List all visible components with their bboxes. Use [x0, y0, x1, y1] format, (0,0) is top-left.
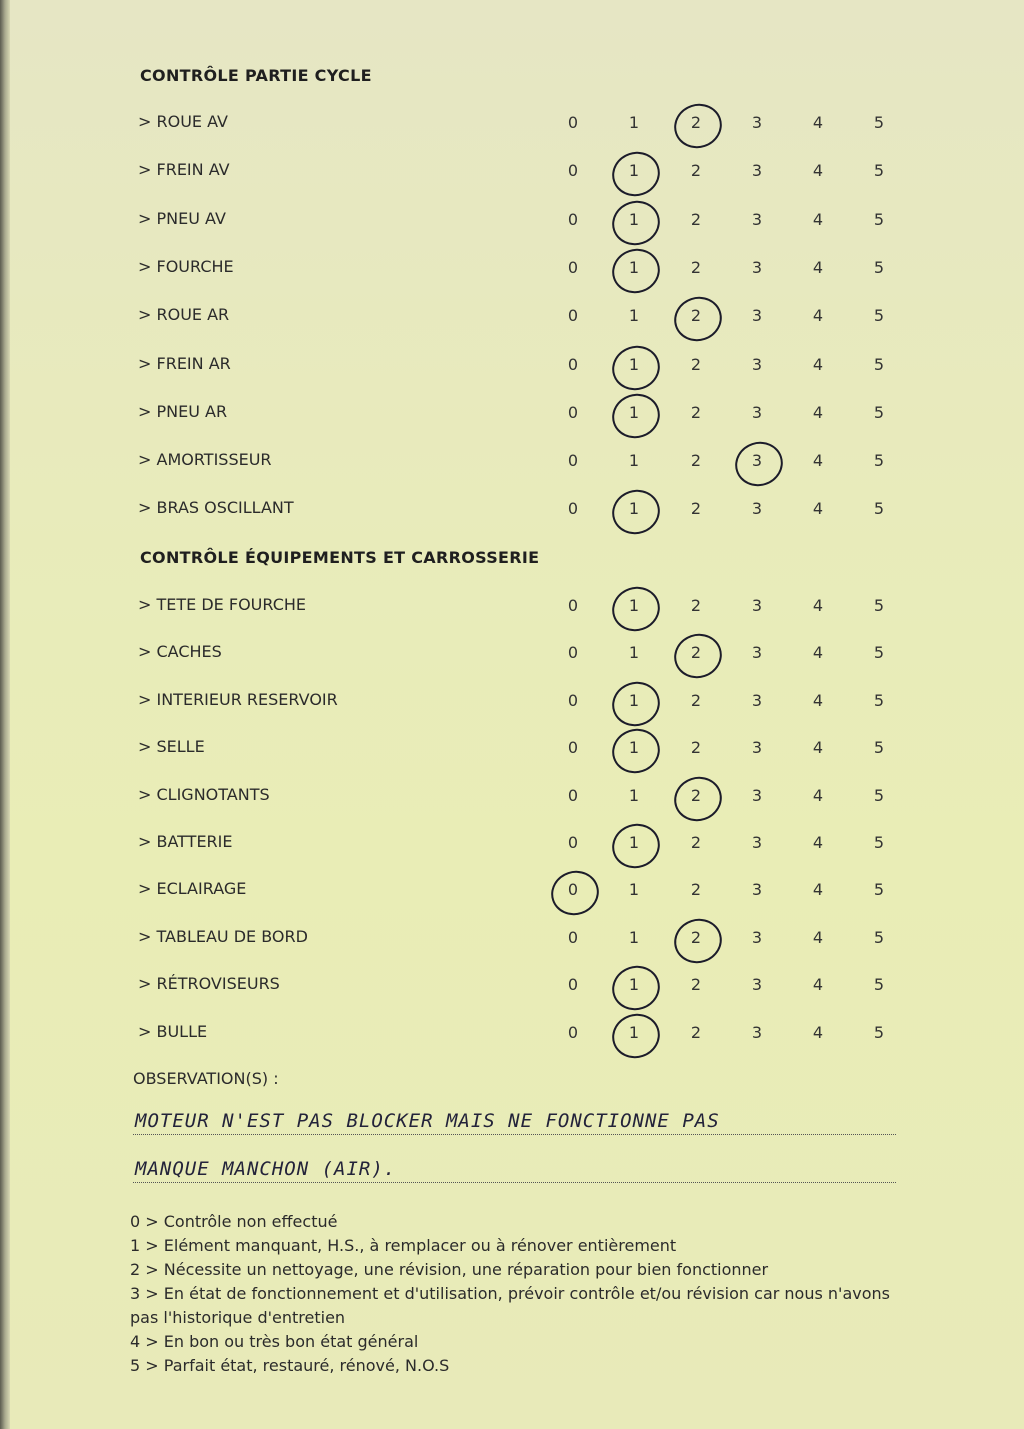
- inspection-item-label: > SELLE: [138, 737, 205, 757]
- observations-label: OBSERVATION(S) :: [133, 1069, 279, 1088]
- score-option-5[interactable]: 5: [873, 927, 885, 947]
- score-option-0[interactable]: 0: [567, 113, 579, 132]
- selected-score-circle: [668, 291, 727, 348]
- inspection-item-label: > BULLE: [138, 1021, 208, 1041]
- inspection-row: [0, 354, 1024, 382]
- observation-line-2: [133, 1152, 896, 1183]
- score-option-0[interactable]: 0: [567, 738, 579, 758]
- score-option-0[interactable]: 0: [567, 596, 579, 615]
- inspection-item-label: > INTERIEUR RESERVOIR: [138, 689, 338, 709]
- inspection-row: [0, 450, 1024, 478]
- score-option-4[interactable]: 4: [812, 257, 824, 277]
- score-option-1[interactable]: 1: [628, 785, 640, 805]
- score-option-1[interactable]: 1: [628, 643, 640, 663]
- score-option-4[interactable]: 4: [812, 643, 824, 663]
- selected-score-circle: [668, 912, 727, 969]
- legend-item-4: 4 > En bon ou très bon état général: [130, 1332, 419, 1351]
- selected-score-circle: [606, 960, 665, 1017]
- score-option-2[interactable]: 2: [690, 785, 702, 805]
- selected-score-circle: [729, 436, 788, 493]
- selected-score-circle: [606, 387, 665, 444]
- selected-score-circle: [545, 865, 604, 922]
- score-option-3[interactable]: 3: [751, 113, 763, 132]
- score-option-5[interactable]: 5: [873, 354, 885, 374]
- score-option-3[interactable]: 3: [751, 209, 763, 229]
- score-option-1[interactable]: 1: [628, 738, 640, 758]
- inspection-item-label: > AMORTISSEUR: [138, 450, 272, 470]
- score-option-3[interactable]: 3: [751, 690, 763, 710]
- score-option-2[interactable]: 2: [690, 596, 702, 615]
- score-option-2[interactable]: 2: [690, 738, 702, 758]
- inspection-row: [0, 690, 1024, 718]
- score-option-1[interactable]: 1: [628, 161, 640, 181]
- inspection-row: [0, 927, 1024, 955]
- score-option-0[interactable]: 0: [567, 785, 579, 805]
- score-option-4[interactable]: 4: [812, 738, 824, 758]
- inspection-item-label: > BRAS OSCILLANT: [138, 498, 294, 518]
- score-option-3[interactable]: 3: [751, 257, 763, 277]
- score-option-3[interactable]: 3: [751, 161, 763, 181]
- legend-item-2: 2 > Nécessite un nettoyage, une révision, une réparation pour bien fonctionner: [130, 1260, 769, 1279]
- selected-score-circle: [668, 98, 727, 155]
- inspection-row: [0, 305, 1024, 333]
- score-option-1[interactable]: 1: [628, 1022, 640, 1042]
- score-option-5[interactable]: 5: [873, 402, 885, 422]
- score-option-2[interactable]: 2: [690, 499, 702, 519]
- score-option-0[interactable]: 0: [567, 1022, 579, 1042]
- score-option-5[interactable]: 5: [873, 1022, 885, 1042]
- selected-score-circle: [606, 146, 665, 203]
- selected-score-circle: [668, 770, 727, 827]
- score-option-4[interactable]: 4: [812, 209, 824, 229]
- score-option-3[interactable]: 3: [751, 975, 763, 995]
- score-option-0[interactable]: 0: [567, 161, 579, 181]
- score-option-5[interactable]: 5: [873, 306, 885, 326]
- score-option-4[interactable]: 4: [812, 306, 824, 326]
- score-option-1[interactable]: 1: [628, 209, 640, 229]
- selected-score-circle: [606, 339, 665, 396]
- legend-item-0: 0 > Contrôle non effectué: [130, 1212, 338, 1231]
- score-option-5[interactable]: 5: [873, 643, 885, 663]
- score-option-5[interactable]: 5: [873, 975, 885, 995]
- selected-score-circle: [668, 628, 727, 685]
- score-option-1[interactable]: 1: [628, 306, 640, 326]
- inspection-row: [0, 832, 1024, 860]
- score-option-2[interactable]: 2: [690, 1022, 702, 1042]
- inspection-row: [0, 879, 1024, 907]
- score-option-3[interactable]: 3: [751, 354, 763, 374]
- rating-legend: [130, 1210, 910, 1378]
- inspection-row: [0, 737, 1024, 765]
- score-option-4[interactable]: 4: [812, 596, 824, 615]
- inspection-item-label: > TETE DE FOURCHE: [138, 595, 306, 614]
- score-option-0[interactable]: 0: [567, 499, 579, 519]
- score-option-2[interactable]: 2: [690, 161, 702, 181]
- inspection-row: [0, 785, 1024, 813]
- score-option-0[interactable]: 0: [567, 880, 579, 900]
- score-option-4[interactable]: 4: [812, 880, 824, 900]
- inspection-row: [0, 595, 1024, 623]
- score-option-0[interactable]: 0: [567, 975, 579, 995]
- inspection-item-label: > BATTERIE: [138, 832, 233, 851]
- score-option-5[interactable]: 5: [873, 833, 885, 852]
- score-option-0[interactable]: 0: [567, 354, 579, 374]
- score-option-2[interactable]: 2: [690, 833, 702, 852]
- score-option-5[interactable]: 5: [873, 785, 885, 805]
- selected-score-circle: [606, 723, 665, 780]
- score-option-0[interactable]: 0: [567, 209, 579, 229]
- score-option-1[interactable]: 1: [628, 880, 640, 900]
- score-option-3[interactable]: 3: [751, 833, 763, 852]
- inspection-item-label: > CLIGNOTANTS: [138, 784, 270, 804]
- handwritten-observation-2: MANQUE MANCHON (AIR).: [135, 1158, 397, 1180]
- score-option-5[interactable]: 5: [873, 499, 885, 519]
- score-option-1[interactable]: 1: [628, 596, 640, 615]
- score-option-1[interactable]: 1: [628, 451, 640, 471]
- score-option-0[interactable]: 0: [567, 257, 579, 277]
- score-option-0[interactable]: 0: [567, 643, 579, 663]
- inspection-row: [0, 498, 1024, 526]
- inspection-row: [0, 1022, 1024, 1050]
- selected-score-circle: [606, 1007, 665, 1064]
- inspection-item-label: > ECLAIRAGE: [138, 879, 247, 899]
- score-option-3[interactable]: 3: [751, 880, 763, 900]
- score-option-1[interactable]: 1: [628, 833, 640, 852]
- inspection-row: [0, 160, 1024, 188]
- inspection-row: [0, 112, 1024, 140]
- score-option-4[interactable]: 4: [812, 451, 824, 471]
- score-option-2[interactable]: 2: [690, 927, 702, 947]
- score-option-1[interactable]: 1: [628, 402, 640, 422]
- score-option-2[interactable]: 2: [690, 402, 702, 422]
- score-option-4[interactable]: 4: [812, 690, 824, 710]
- score-option-0[interactable]: 0: [567, 451, 579, 471]
- score-option-4[interactable]: 4: [812, 161, 824, 181]
- score-option-4[interactable]: 4: [812, 402, 824, 422]
- score-option-4[interactable]: 4: [812, 499, 824, 519]
- inspection-item-label: > RÉTROVISEURS: [138, 974, 280, 994]
- score-option-5[interactable]: 5: [873, 690, 885, 710]
- score-option-4[interactable]: 4: [812, 785, 824, 805]
- score-option-2[interactable]: 2: [690, 975, 702, 995]
- score-option-2[interactable]: 2: [690, 354, 702, 374]
- score-option-4[interactable]: 4: [812, 113, 824, 132]
- inspection-row: [0, 974, 1024, 1002]
- score-option-5[interactable]: 5: [873, 257, 885, 277]
- score-option-3[interactable]: 3: [751, 596, 763, 615]
- section-title: CONTRÔLE ÉQUIPEMENTS ET CARROSSERIE: [140, 548, 540, 567]
- selected-score-circle: [606, 675, 665, 732]
- inspection-row: [0, 209, 1024, 237]
- score-option-1[interactable]: 1: [628, 354, 640, 374]
- handwritten-observation-1: MOTEUR N'EST PAS BLOCKER MAIS NE FONCTIONNE PAS: [135, 1110, 720, 1132]
- score-option-5[interactable]: 5: [873, 451, 885, 471]
- score-option-1[interactable]: 1: [628, 499, 640, 519]
- inspection-item-label: > TABLEAU DE BORD: [138, 926, 308, 946]
- score-option-1[interactable]: 1: [628, 690, 640, 710]
- score-option-3[interactable]: 3: [751, 643, 763, 663]
- score-option-3[interactable]: 3: [751, 738, 763, 758]
- score-option-2[interactable]: 2: [690, 306, 702, 326]
- score-option-5[interactable]: 5: [873, 880, 885, 900]
- score-option-0[interactable]: 0: [567, 927, 579, 947]
- score-option-0[interactable]: 0: [567, 402, 579, 422]
- inspection-item-label: > FREIN AV: [138, 160, 230, 180]
- score-option-3[interactable]: 3: [751, 785, 763, 805]
- score-option-5[interactable]: 5: [873, 596, 885, 615]
- score-option-0[interactable]: 0: [567, 690, 579, 710]
- score-option-3[interactable]: 3: [751, 499, 763, 519]
- inspection-item-label: > FOURCHE: [138, 256, 234, 276]
- score-option-2[interactable]: 2: [690, 257, 702, 277]
- section-title: CONTRÔLE PARTIE CYCLE: [140, 66, 372, 85]
- inspection-item-label: > CACHES: [138, 642, 222, 662]
- selected-score-circle: [606, 243, 665, 300]
- score-option-3[interactable]: 3: [751, 402, 763, 422]
- score-option-1[interactable]: 1: [628, 927, 640, 947]
- score-option-5[interactable]: 5: [873, 161, 885, 181]
- observation-line-1: [133, 1104, 896, 1135]
- selected-score-circle: [606, 581, 665, 638]
- score-option-1[interactable]: 1: [628, 257, 640, 277]
- inspection-row: [0, 402, 1024, 430]
- selected-score-circle: [606, 194, 665, 251]
- score-option-2[interactable]: 2: [690, 643, 702, 663]
- score-option-3[interactable]: 3: [751, 306, 763, 326]
- score-option-3[interactable]: 3: [751, 451, 763, 471]
- inspection-item-label: > FREIN AR: [138, 353, 231, 373]
- score-option-2[interactable]: 2: [690, 880, 702, 900]
- inspection-item-label: > ROUE AR: [138, 305, 230, 325]
- score-option-0[interactable]: 0: [567, 306, 579, 326]
- score-option-4[interactable]: 4: [812, 975, 824, 995]
- score-option-4[interactable]: 4: [812, 833, 824, 852]
- selected-score-circle: [606, 818, 665, 875]
- score-option-5[interactable]: 5: [873, 209, 885, 229]
- score-option-0[interactable]: 0: [567, 833, 579, 852]
- score-option-4[interactable]: 4: [812, 1022, 824, 1042]
- legend-item-3: 3 > En état de fonctionnement et d'utilisation, prévoir contrôle et/ou révision car nous n'avons pas l'historique d'entretien: [130, 1284, 890, 1327]
- inspection-row: [0, 257, 1024, 285]
- inspection-item-label: > PNEU AR: [138, 401, 228, 421]
- inspection-item-label: > ROUE AV: [138, 112, 228, 131]
- score-option-5[interactable]: 5: [873, 738, 885, 758]
- score-option-2[interactable]: 2: [690, 451, 702, 471]
- score-option-3[interactable]: 3: [751, 927, 763, 947]
- legend-item-5: 5 > Parfait état, restauré, rénové, N.O.S: [130, 1356, 450, 1375]
- legend-item-1: 1 > Elément manquant, H.S., à remplacer ou à rénover entièrement: [130, 1236, 677, 1255]
- score-option-2[interactable]: 2: [690, 690, 702, 710]
- score-option-2[interactable]: 2: [690, 113, 702, 132]
- score-option-3[interactable]: 3: [751, 1022, 763, 1042]
- score-option-4[interactable]: 4: [812, 354, 824, 374]
- selected-score-circle: [606, 484, 665, 541]
- score-option-5[interactable]: 5: [873, 113, 885, 132]
- score-option-1[interactable]: 1: [628, 975, 640, 995]
- score-option-2[interactable]: 2: [690, 209, 702, 229]
- inspection-item-label: > PNEU AV: [138, 208, 226, 228]
- score-option-1[interactable]: 1: [628, 113, 640, 132]
- inspection-row: [0, 642, 1024, 670]
- score-option-4[interactable]: 4: [812, 927, 824, 947]
